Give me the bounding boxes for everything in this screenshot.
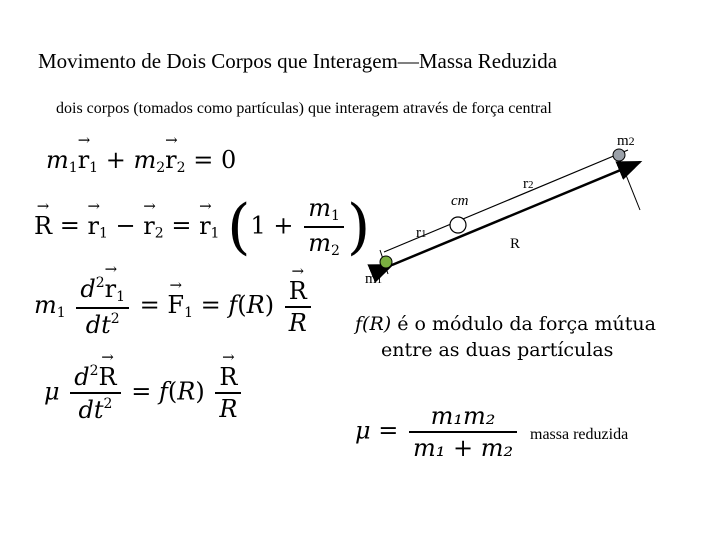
force-symbol: f(R) — [355, 313, 392, 335]
reduced-mass-label: massa reduzida — [530, 426, 629, 443]
m2-label: m2 — [617, 133, 635, 149]
R-label: R — [510, 236, 521, 252]
equation-momentum-cm: $m_1\to r_1 + m_2\to r_2 = 0$ — [46, 148, 236, 175]
cm-label: cm — [451, 193, 469, 209]
mass-m2-circle — [613, 149, 625, 161]
m1-label: m1 — [365, 271, 383, 287]
force-note-line1: é o módulo da força mútua — [391, 313, 656, 335]
center-of-mass-circle — [450, 217, 466, 233]
equation-force-m1: $m_1$ $\frac{d^2\to r_1}{dt^2}$ = → $F_1 = f(R)$ → $\frac{R}{R}$ — [34, 276, 314, 337]
equation-relative-position: → R = → $r_1$ − → $r_2$ = → $r_1$ (1 + $\frac{m_1}{m_2}$ ) — [34, 196, 370, 258]
reduced-mass-equation: μ = $\frac{\text{m₁m₂}}{\text{m₁ + m₂}}$ — [355, 404, 520, 460]
page-title: Movimento de Dois Corpos que Interagem—Massa Reduzida — [38, 49, 558, 73]
r1-label: r1 — [416, 225, 427, 241]
r2-label: r2 — [523, 176, 534, 192]
mass-m1-circle — [380, 256, 392, 268]
equation-reduced-motion: μ $\frac{d^2\to R}{dt^2}$ = f(R) → $\frac{R}{R}$ — [44, 364, 244, 422]
force-note — [355, 312, 656, 363]
force-note-line2: entre as duas partículas — [381, 338, 614, 361]
subtitle: dois corpos (tomados como partículas) que interagem através de força central — [56, 100, 552, 117]
